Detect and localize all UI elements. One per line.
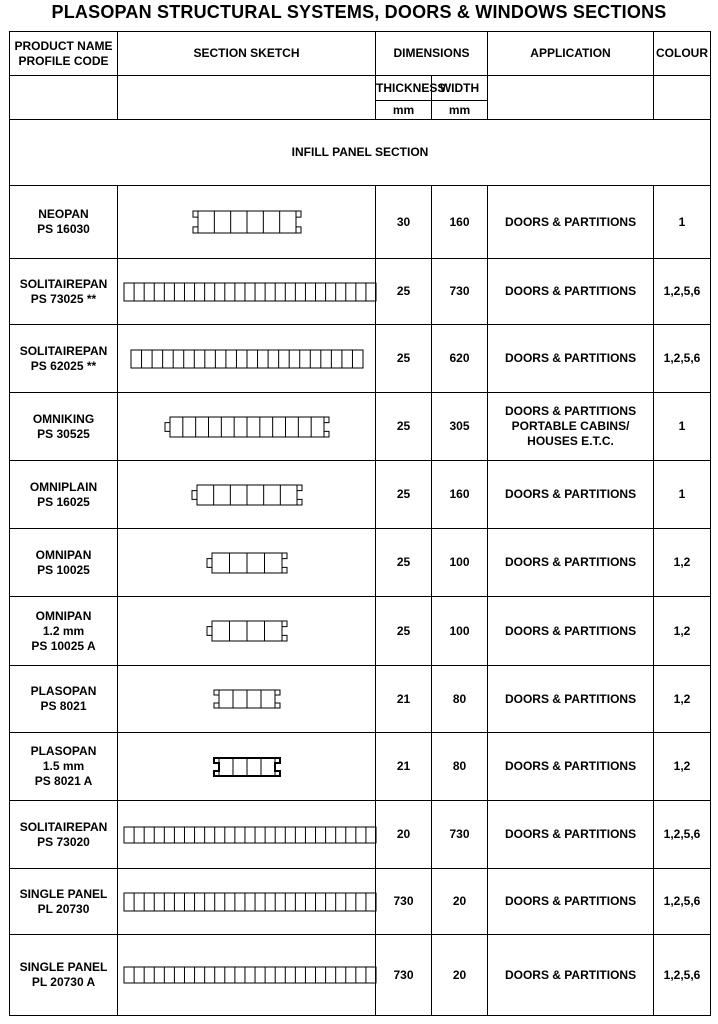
application-value: DOORS & PARTITIONS (488, 597, 654, 666)
thickness-value: 25 (376, 529, 432, 597)
application-value: DOORS & PARTITIONS (488, 186, 654, 259)
width-value: 730 (432, 801, 488, 869)
application-value: DOORS & PARTITIONS (488, 935, 654, 1016)
application-value: DOORS & PARTITIONS (488, 461, 654, 529)
product-row (10, 325, 711, 393)
panel-outline (124, 967, 376, 983)
sketch-header: SECTION SKETCH (118, 32, 376, 76)
application-value: DOORS & PARTITIONS (488, 325, 654, 393)
section-sketch-cell (118, 259, 376, 325)
panel-outline (214, 690, 280, 708)
application-header: APPLICATION (488, 32, 654, 76)
product-name: PLASOPAN PS 8021 (10, 666, 118, 733)
section-sketch-cell (118, 666, 376, 733)
product-name: OMNIPLAIN PS 16025 (10, 461, 118, 529)
page-title: PLASOPAN STRUCTURAL SYSTEMS, DOORS & WINDOWS SECTIONS (51, 2, 667, 22)
thickness-unit: mm (376, 101, 432, 120)
product-row (10, 529, 711, 597)
width-value: 20 (432, 869, 488, 935)
colour-value: 1,2 (654, 529, 711, 597)
thickness-value: 25 (376, 461, 432, 529)
blank-cell (654, 76, 711, 120)
section-title-row (10, 120, 711, 186)
thickness-value: 730 (376, 869, 432, 935)
width-value: 160 (432, 461, 488, 529)
section-sketch-cell (118, 325, 376, 393)
product-name: SOLITAIREPAN PS 73020 (10, 801, 118, 869)
thickness-header: THICKNESS (376, 76, 432, 101)
panel-profile (124, 827, 376, 843)
section-sketch (118, 890, 382, 914)
panel-outline (192, 485, 302, 505)
colour-value: 1 (654, 461, 711, 529)
colour-value: 1,2,5,6 (654, 325, 711, 393)
panel-profile (124, 283, 376, 301)
section-sketch (186, 482, 308, 508)
panel-outline (124, 827, 376, 843)
product-row (10, 666, 711, 733)
thickness-value: 25 (376, 259, 432, 325)
application-value: DOORS & PARTITIONS (488, 666, 654, 733)
product-name: NEOPAN PS 16030 (10, 186, 118, 259)
width-value: 620 (432, 325, 488, 393)
width-value: 100 (432, 597, 488, 666)
panel-outline (207, 553, 287, 573)
width-unit: mm (432, 101, 488, 120)
product-row (10, 869, 711, 935)
application-value: DOORS & PARTITIONS (488, 529, 654, 597)
section-sketch (125, 347, 369, 371)
width-value: 305 (432, 393, 488, 461)
width-value: 730 (432, 259, 488, 325)
section-sketch-cell (118, 869, 376, 935)
panel-outline (214, 758, 280, 776)
dimensions-header: DIMENSIONS (376, 32, 488, 76)
application-value: DOORS & PARTITIONS (488, 801, 654, 869)
product-row (10, 935, 711, 1016)
product-row (10, 597, 711, 666)
colour-value: 1,2,5,6 (654, 869, 711, 935)
section-sketch-cell (118, 597, 376, 666)
colour-value: 1,2 (654, 733, 711, 801)
thickness-value: 21 (376, 733, 432, 801)
section-sketch-cell (118, 801, 376, 869)
product-row (10, 801, 711, 869)
thickness-value: 30 (376, 186, 432, 259)
width-value: 100 (432, 529, 488, 597)
product-name: OMNIPAN 1.2 mm PS 10025 A (10, 597, 118, 666)
section-sketch (187, 208, 307, 236)
product-name: PLASOPAN 1.5 mm PS 8021 A (10, 733, 118, 801)
width-value: 160 (432, 186, 488, 259)
width-value: 80 (432, 733, 488, 801)
section-sketch-cell (118, 733, 376, 801)
blank-cell (10, 76, 118, 120)
panel-profile (124, 893, 376, 911)
thickness-value: 25 (376, 325, 432, 393)
blank-cell (118, 76, 376, 120)
product-name: OMNIKING PS 30525 (10, 393, 118, 461)
colour-value: 1 (654, 186, 711, 259)
section-sketch-cell (118, 186, 376, 259)
section-sketch (208, 687, 286, 711)
panel-outline (165, 417, 329, 437)
section-sketch (201, 550, 293, 576)
colour-value: 1,2 (654, 597, 711, 666)
panel-outline (207, 621, 287, 641)
sections-table (9, 31, 711, 1016)
product-name: SOLITAIREPAN PS 62025 ** (10, 325, 118, 393)
thickness-value: 21 (376, 666, 432, 733)
section-sketch-cell (118, 935, 376, 1016)
application-value: DOORS & PARTITIONS (488, 869, 654, 935)
section-sketch (118, 824, 382, 846)
colour-value: 1,2,5,6 (654, 801, 711, 869)
application-value: DOORS & PARTITIONS PORTABLE CABINS/ HOUSES E.T.C. (488, 393, 654, 461)
product-row (10, 733, 711, 801)
thickness-value: 25 (376, 393, 432, 461)
section-sketch (118, 964, 382, 986)
panel-outline (124, 893, 376, 911)
blank-cell (488, 76, 654, 120)
panel-outline (193, 211, 301, 233)
section-sketch (118, 280, 382, 304)
colour-value: 1,2,5,6 (654, 935, 711, 1016)
thickness-value: 730 (376, 935, 432, 1016)
thickness-value: 25 (376, 597, 432, 666)
colour-header: COLOUR (654, 32, 711, 76)
section-sketch-cell (118, 461, 376, 529)
product-name: SOLITAIREPAN PS 73025 ** (10, 259, 118, 325)
product-row (10, 186, 711, 259)
section-sketch (208, 755, 286, 779)
application-value: DOORS & PARTITIONS (488, 259, 654, 325)
width-header: WIDTH (432, 76, 488, 101)
panel-outline (131, 350, 363, 368)
section-title: INFILL PANEL SECTION (10, 120, 711, 186)
colour-value: 1 (654, 393, 711, 461)
panel-profile (124, 967, 376, 983)
product-name: OMNIPAN PS 10025 (10, 529, 118, 597)
width-value: 20 (432, 935, 488, 1016)
application-value: DOORS & PARTITIONS (488, 733, 654, 801)
section-sketch-cell (118, 529, 376, 597)
section-sketch (159, 414, 335, 440)
section-sketch-cell (118, 393, 376, 461)
width-value: 80 (432, 666, 488, 733)
product-name: SINGLE PANEL PL 20730 A (10, 935, 118, 1016)
colour-value: 1,2 (654, 666, 711, 733)
colour-value: 1,2,5,6 (654, 259, 711, 325)
product-name: SINGLE PANEL PL 20730 (10, 869, 118, 935)
thickness-value: 20 (376, 801, 432, 869)
product-row (10, 259, 711, 325)
product-header: PRODUCT NAME PROFILE CODE (10, 32, 118, 76)
panel-outline (124, 283, 376, 301)
section-sketch (201, 618, 293, 644)
product-row (10, 461, 711, 529)
header-row (10, 32, 711, 76)
product-row (10, 393, 711, 461)
subheader-row (10, 76, 711, 101)
